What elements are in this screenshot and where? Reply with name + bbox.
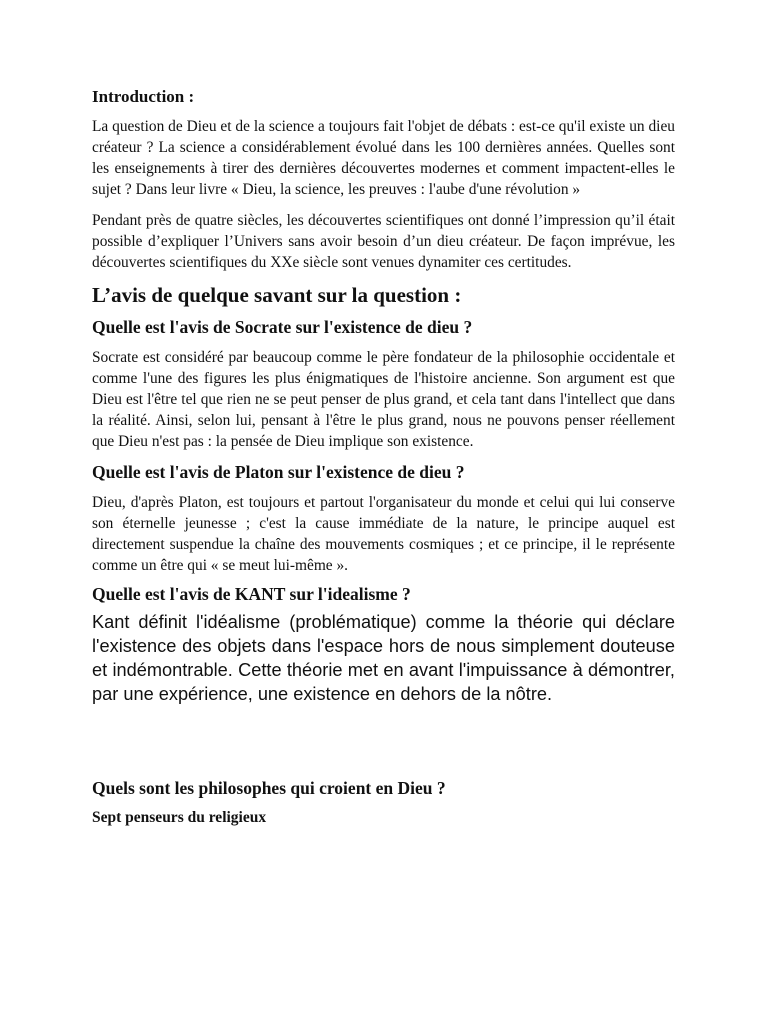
intro-paragraph-2: Pendant près de quatre siècles, les découvertes scientifiques ont donné l’impression qu’il était possible d’expliquer l’Univers sans avoir besoin d’un dieu créateur. De façon imprévue, les découvertes scientifiques du XXe siècle sont venues dynamiter ces certitudes. bbox=[92, 212, 675, 271]
philosophes-subtitle: Sept penseurs du religieux bbox=[92, 809, 267, 826]
intro-paragraph-1: La question de Dieu et de la science a toujours fait l'objet de débats : est-ce qu'il existe un dieu créateur ? La science a considérablement évolué dans les 100 dernières années. Quelles sont les enseignements à tirer des dernières découvertes modernes et comment impactent-elles le sujet ? Dans leur livre « Dieu, la science, les preuves : l'aube d'une révolution » bbox=[92, 118, 675, 198]
kant-question: Quelle est l'avis de KANT sur l'idealisme ? bbox=[92, 584, 411, 604]
socrate-paragraph: Socrate est considéré par beaucoup comme le père fondateur de la philosophie occidentale et comme l'une des figures les plus énigmatiques de l'histoire ancienne. Son argument est que Dieu est l'être tel que rien ne se peut penser de plus grand, et cela tant dans l'intellect que dans la réalité. Ainsi, selon lui, pensant à l'être le plus grand, nous ne pouvons penser réellement que Dieu n'est pas : la pensée de Dieu implique son existence. bbox=[92, 349, 675, 450]
platon-question: Quelle est l'avis de Platon sur l'existence de dieu ? bbox=[92, 462, 465, 482]
intro-heading: Introduction : bbox=[92, 87, 195, 106]
document-page bbox=[92, 86, 675, 828]
section-heading: L’avis de quelque savant sur la question : bbox=[92, 283, 462, 307]
kant-paragraph: Kant définit l'idéalisme (problématique) comme la théorie qui déclare l'existence des objets dans l'espace hors de nous simplement douteuse et indémontrable. Cette théorie met en avant l'impuissance à démontrer, par une expérience, une existence en dehors de la nôtre. bbox=[92, 612, 675, 704]
platon-paragraph: Dieu, d'après Platon, est toujours et partout l'organisateur du monde et celui qui lui conserve son éternelle jeunesse ; c'est la cause immédiate de la nature, le principe auquel est directement suspendue la chaîne des mouvements cosmiques ; et ce principe, il le représente comme un être qui « se meut lui-même ». bbox=[92, 494, 675, 574]
socrate-question: Quelle est l'avis de Socrate sur l'existence de dieu ? bbox=[92, 317, 473, 337]
philosophes-question: Quels sont les philosophes qui croient en Dieu ? bbox=[92, 778, 446, 798]
